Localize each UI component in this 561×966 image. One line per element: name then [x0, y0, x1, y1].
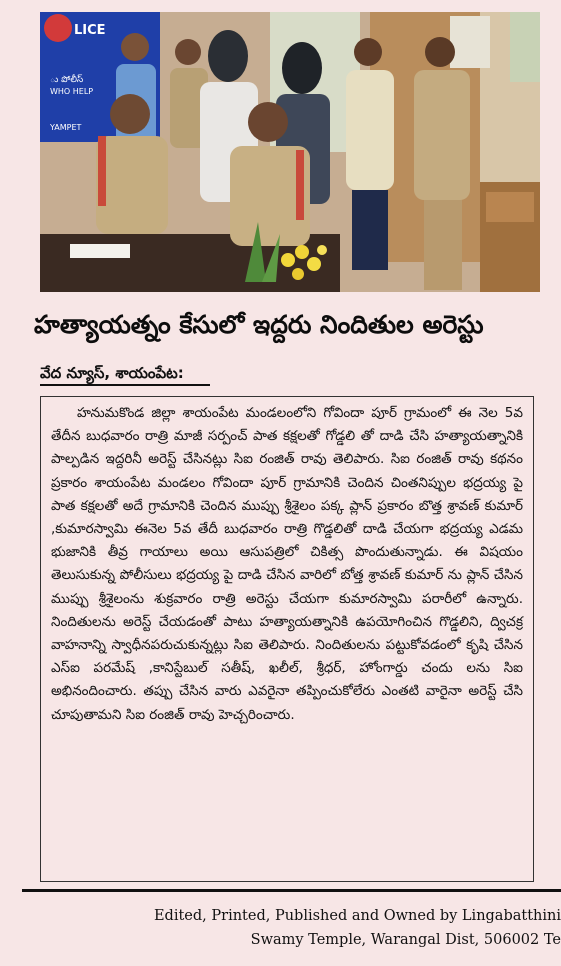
footer-line-1: Edited, Printed, Published and Owned by Lingabatthini	[153, 908, 561, 924]
footer-line-2: Swamy Temple, Warangal Dist, 506002 Te	[250, 932, 561, 948]
svg-text:ు పోలీస్: ు పోలీస్	[50, 75, 84, 85]
dateline-block	[40, 363, 540, 386]
headline: హత్యాయత్నం కేసులో ఇద్దరు నిందితుల అరెస్టు	[34, 310, 484, 339]
svg-text:WHO HELP: WHO HELP	[50, 87, 94, 96]
svg-text:YAMPET: YAMPET	[50, 123, 82, 132]
bottom-divider	[22, 889, 561, 892]
dateline: వేద న్యూస్, శాయంపేట:	[40, 364, 184, 382]
svg-text:LICE: LICE	[74, 23, 106, 38]
dateline-underline	[40, 384, 210, 386]
standing-man-3	[346, 38, 394, 270]
news-photo	[40, 12, 540, 292]
article-body: హనుమకొండ జిల్లా శాయంపేట మండలంలోని గోవిందా పూర్ గ్రామంలో ఈ నెల 5వ తేదీన బుధవారం రాత్రి మాజీ సర్పంచ్ పాత కక్షలతో గోడ్డలి తో దాడి చేసి హత్యాయత్నానికి పాల్పడిన ఇద్దరినీ అరెస్ట్ చేసినట్లు సిఐ రంజిత్ రావు తెలిపారు. సిఐ రంజిత్ రావు కథనం ప్రకారం శాయంపేట మండలం గోవిందా పూర్ గ్రామానికి చెందిన చింతనిప్పుల భద్రయ్య పై పాత కక్షలతో అదే గ్రామానికి చెందిన ముప్పు శ్రీశైలం పక్క ప్లాన్ ప్రకారం బొత్త శ్రావణ్ కుమార్ ,కుమారస్వామి ఈనెల 5వ తేదీ బుధవారం రాత్రి గొడ్డలితో దాడి చేయగా భద్రయ్య ఎడమ భుజానికి తీవ్ర గాయాలు అయి ఆసుపత్రిలో చికిత్స పొందుతున్నాడు. ఈ విషయం తెలుసుకున్న పోలీసులు భద్రయ్య పై దాడి చేసిన వారిలో బోత్త శ్రావణ్ కుమార్ ను ప్లాన్ చేసిన ముప్పు శ్రీశైలంను శుక్రవారం రాత్రి అరెస్టు చేయగా కుమారస్వామి పరారీలో ఉన్నారు. నిందితులను అరెస్ట్ చేయడంతో పాటు హత్యాయత్నానికి ఉపయోగించిన గొడ్డలిని, ద్విచక్ర వాహనాన్ని స్వాధీనపరుచుకున్నట్లు సిఐ తెలిపారు. నిందితులను పట్టుకోవడంలో కృషి చేసిన ఎస్ఐ పరమేష్ ,కానిస్టేబుల్ సతీష్, ఖలీల్, శ్రీధర్, హోంగార్డు చందు లను సిఐ అభినందించారు. తప్పు చేసిన వారు ఎవరైనా తప్పించుకోలేరు ఎంతటి వారైనా అరెస్ట్ చేసి చూపుతామని సిఐ రంజిత్ రావు హెచ్చరించారు.	[51, 405, 523, 723]
article-body-box	[40, 396, 534, 882]
